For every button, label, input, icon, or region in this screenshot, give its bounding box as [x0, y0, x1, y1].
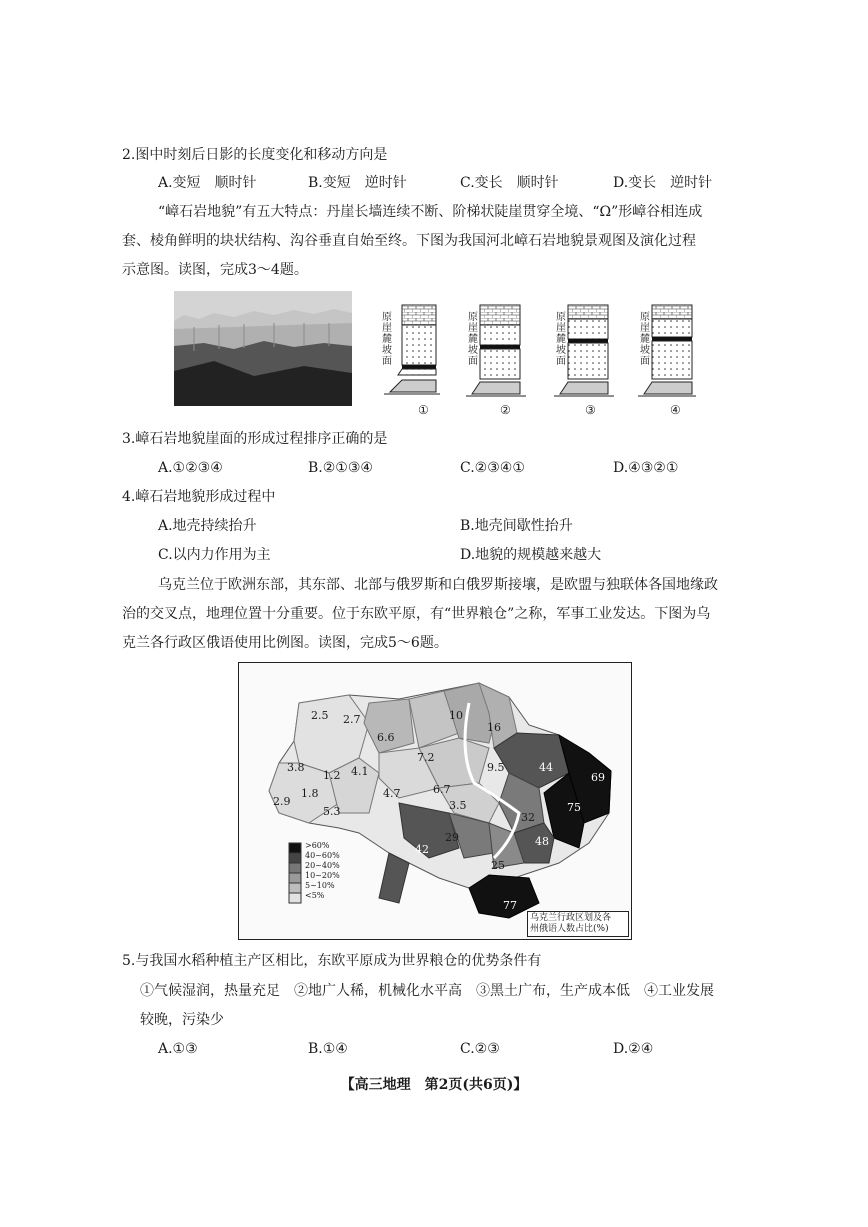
q5-option-c: C.②③ [460, 1041, 500, 1057]
legend-label: >60% [305, 841, 330, 850]
q3-option-d: D.④③②① [613, 460, 679, 476]
q3-option-a: A.①②③④ [158, 460, 223, 476]
map-value: 77 [503, 899, 517, 912]
q4-option-b: B.地壳间歇性抬升 [460, 518, 573, 534]
map-value: 9.5 [487, 761, 505, 774]
q4-stem: 4.嶂石岩地貌形成过程中 [122, 489, 276, 505]
q3-option-b: B.②①③④ [308, 460, 373, 476]
map-value: 6.7 [433, 783, 451, 796]
map-value: 75 [567, 801, 581, 814]
intro-zhangshi-line-2: 套、棱角鲜明的块状结构、沟谷垂直自始至终。下图为我国河北嶂石岩地貌景观图及演化过程 [122, 233, 696, 249]
map-value: 32 [521, 811, 535, 824]
map-caption-line-1: 乌克兰行政区划及各 [530, 913, 612, 923]
map-value: 5.3 [323, 805, 341, 818]
map-value: 10 [449, 709, 463, 722]
ukraine-map [238, 662, 632, 940]
map-caption [527, 911, 629, 937]
q5-items-line-2: 较晚，污染少 [140, 1012, 224, 1028]
map-value: 25 [491, 859, 505, 872]
q2-option-c: C.变长 顺时针 [460, 175, 559, 191]
map-value: 69 [591, 771, 605, 784]
legend-label: <5% [305, 891, 325, 900]
map-value: 2.9 [273, 795, 291, 808]
q5-option-d: D.②④ [613, 1041, 654, 1057]
strata-label-4: 原崖麓坡面 [640, 312, 650, 367]
q2-option-d: D.变长 逆时针 [613, 175, 713, 191]
map-value: 4.7 [383, 787, 401, 800]
strata-label-3: 原崖麓坡面 [556, 312, 566, 367]
landscape-photo [174, 291, 352, 406]
q2-option-a: A.变短 顺时针 [158, 175, 257, 191]
q4-option-c: C.以内力作用为主 [158, 547, 271, 563]
legend-label: 5~10% [305, 881, 335, 890]
strata-caption-4: ④ [670, 403, 681, 417]
strata-caption-2: ② [500, 403, 511, 417]
q5-option-b: B.①④ [308, 1041, 348, 1057]
page-footer: 【高三地理 第2页(共6页)】 [340, 1077, 528, 1093]
map-value: 1.8 [301, 787, 319, 800]
q2-option-b: B.变短 逆时针 [308, 175, 407, 191]
map-value: 1.2 [323, 769, 341, 782]
map-value: 16 [487, 721, 501, 734]
intro-ukraine-line-1: 乌克兰位于欧洲东部，其东部、北部与俄罗斯和白俄罗斯接壤，是欧盟与独联体各国地缘政 [158, 577, 718, 593]
intro-zhangshi-line-3: 示意图。读图，完成3～4题。 [122, 262, 308, 278]
strata-label-1: 原崖麓坡面 [382, 312, 392, 367]
intro-ukraine-line-3: 克兰各行政区俄语使用比例图。读图，完成5～6题。 [122, 635, 448, 651]
q3-stem: 3.嶂石岩地貌崖面的形成过程排序正确的是 [122, 431, 388, 447]
q4-option-a: A.地壳持续抬升 [158, 518, 257, 534]
strata-caption-3: ③ [585, 403, 596, 417]
map-value: 48 [535, 835, 549, 848]
intro-ukraine-line-2: 治的交叉点，地理位置十分重要。位于东欧平原，有“世界粮仓”之称，军事工业发达。下图为乌 [122, 606, 711, 622]
map-caption-line-2: 州俄语人数占比(%) [530, 924, 609, 934]
map-value: 2.7 [343, 713, 361, 726]
q3-option-c: C.②③④① [460, 460, 525, 476]
intro-zhangshi-line-1: “嶂石岩地貌”有五大特点：丹崖长墙连续不断、阶梯状陡崖贯穿全境、“Ω”形嶂谷相连成 [158, 204, 703, 220]
legend-label: 20~40% [305, 861, 340, 870]
map-value: 3.8 [287, 761, 305, 774]
q5-items-line-1: ①气候湿润，热量充足 ②地广人稀，机械化水平高 ③黑土广布，生产成本低 ④工业发展 [140, 983, 714, 999]
q5-stem: 5.与我国水稻种植主产区相比，东欧平原成为世界粮仓的优势条件有 [122, 953, 542, 969]
map-value: 29 [445, 831, 459, 844]
map-value: 3.5 [449, 799, 467, 812]
strata-label-2: 原崖麓坡面 [468, 312, 478, 367]
map-value: 7.2 [417, 751, 435, 764]
strata-caption-1: ① [418, 403, 429, 417]
legend-label: 40~60% [305, 851, 340, 860]
map-value: 2.5 [311, 709, 329, 722]
map-value: 4.1 [351, 765, 369, 778]
q4-option-d: D.地貌的规模越来越大 [460, 547, 602, 563]
legend-label: 10~20% [305, 871, 340, 880]
q2-stem: 2.图中时刻后日影的长度变化和移动方向是 [122, 147, 388, 163]
map-value: 6.6 [377, 731, 395, 744]
map-value: 44 [539, 761, 553, 774]
map-value: 42 [415, 843, 429, 856]
q5-option-a: A.①③ [158, 1041, 198, 1057]
